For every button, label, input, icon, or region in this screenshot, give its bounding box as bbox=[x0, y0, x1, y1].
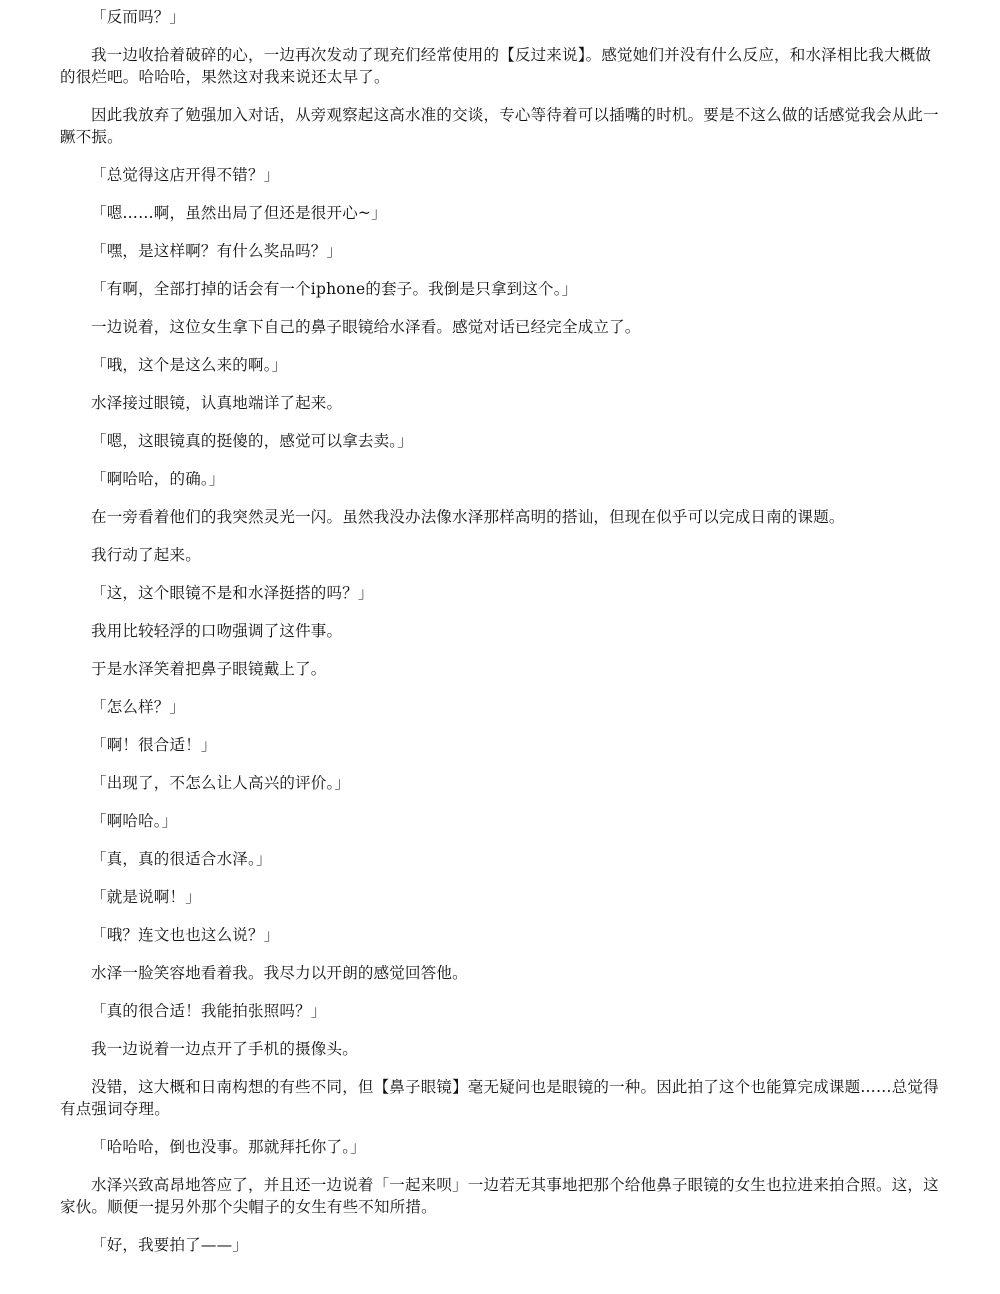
paragraph-18: 「怎么样？」 bbox=[91, 698, 186, 716]
paragraph-9: 「哦，这个是这么来的啊。」 bbox=[91, 356, 288, 374]
paragraph-8: 一边说着，这位女生拿下自己的鼻子眼镜给水泽看。感觉对话已经完全成立了。 bbox=[91, 318, 641, 336]
paragraph-17: 于是水泽笑着把鼻子眼镜戴上了。 bbox=[91, 660, 327, 678]
paragraph-21: 「啊哈哈。」 bbox=[91, 812, 178, 830]
paragraph-5: 「嗯……啊，虽然出局了但还是很开心~」 bbox=[91, 204, 387, 222]
paragraph-31: 「好，我要拍了——」 bbox=[91, 1236, 249, 1254]
paragraph-7: 「有啊，全部打掉的话会有一个iphone的套子。我倒是只拿到这个。」 bbox=[91, 280, 578, 298]
paragraph-12: 「啊哈哈，的确。」 bbox=[91, 470, 225, 488]
paragraph-28: 没错，这大概和日南构想的有些不同，但【鼻子眼镜】毫无疑问也是眼镜的一种。因此拍了这个也能算完成课题……总觉得有点强词夺理。 bbox=[60, 1078, 939, 1118]
paragraph-13: 在一旁看着他们的我突然灵光一闪。虽然我没办法像水泽那样高明的搭讪，但现在似乎可以完成日南的课题。 bbox=[91, 508, 845, 526]
paragraph-2: 我一边收拾着破碎的心，一边再次发动了现充们经常使用的【反过来说】。感觉她们并没有什么反应，和水泽相比我大概做的很烂吧。哈哈哈，果然这对我来说还太早了。 bbox=[60, 46, 932, 86]
paragraph-4: 「总觉得这店开得不错？」 bbox=[91, 166, 280, 184]
paragraph-20: 「出现了，不怎么让人高兴的评价。」 bbox=[91, 774, 351, 792]
paragraph-1: 「反而吗？」 bbox=[91, 8, 186, 26]
paragraph-25: 水泽一脸笑容地看着我。我尽力以开朗的感觉回答他。 bbox=[91, 964, 468, 982]
paragraph-24: 「哦？连文也也这么说？」 bbox=[91, 926, 280, 944]
paragraph-10: 水泽接过眼镜，认真地端详了起来。 bbox=[91, 394, 343, 412]
paragraph-3: 因此我放弃了勉强加入对话，从旁观察起这高水准的交谈，专心等待着可以插嘴的时机。要是不这么做的话感觉我会从此一蹶不振。 bbox=[60, 106, 939, 146]
paragraph-15: 「这，这个眼镜不是和水泽挺搭的吗？」 bbox=[91, 584, 374, 602]
paragraph-14: 我行动了起来。 bbox=[91, 546, 201, 564]
paragraph-22: 「真，真的很适合水泽。」 bbox=[91, 850, 272, 868]
paragraph-26: 「真的很合适！我能拍张照吗？」 bbox=[91, 1002, 327, 1020]
paragraph-19: 「啊！很合适！」 bbox=[91, 736, 217, 754]
paragraph-29: 「哈哈哈，倒也没事。那就拜托你了。」 bbox=[91, 1138, 366, 1156]
paragraph-6: 「嘿，是这样啊？有什么奖品吗？」 bbox=[91, 242, 343, 260]
paragraph-23: 「就是说啊！」 bbox=[91, 888, 201, 906]
paragraph-30: 水泽兴致高昂地答应了，并且还一边说着「一起来呗」一边若无其事地把那个给他鼻子眼镜的女生也拉进来拍合照。这，这家伙。顺便一提另外那个尖帽子的女生有些不知所措。 bbox=[60, 1176, 939, 1216]
paragraph-27: 我一边说着一边点开了手机的摄像头。 bbox=[91, 1040, 358, 1058]
paragraph-16: 我用比较轻浮的口吻强调了这件事。 bbox=[91, 622, 343, 640]
paragraph-11: 「嗯，这眼镜真的挺傻的，感觉可以拿去卖。」 bbox=[91, 432, 413, 450]
